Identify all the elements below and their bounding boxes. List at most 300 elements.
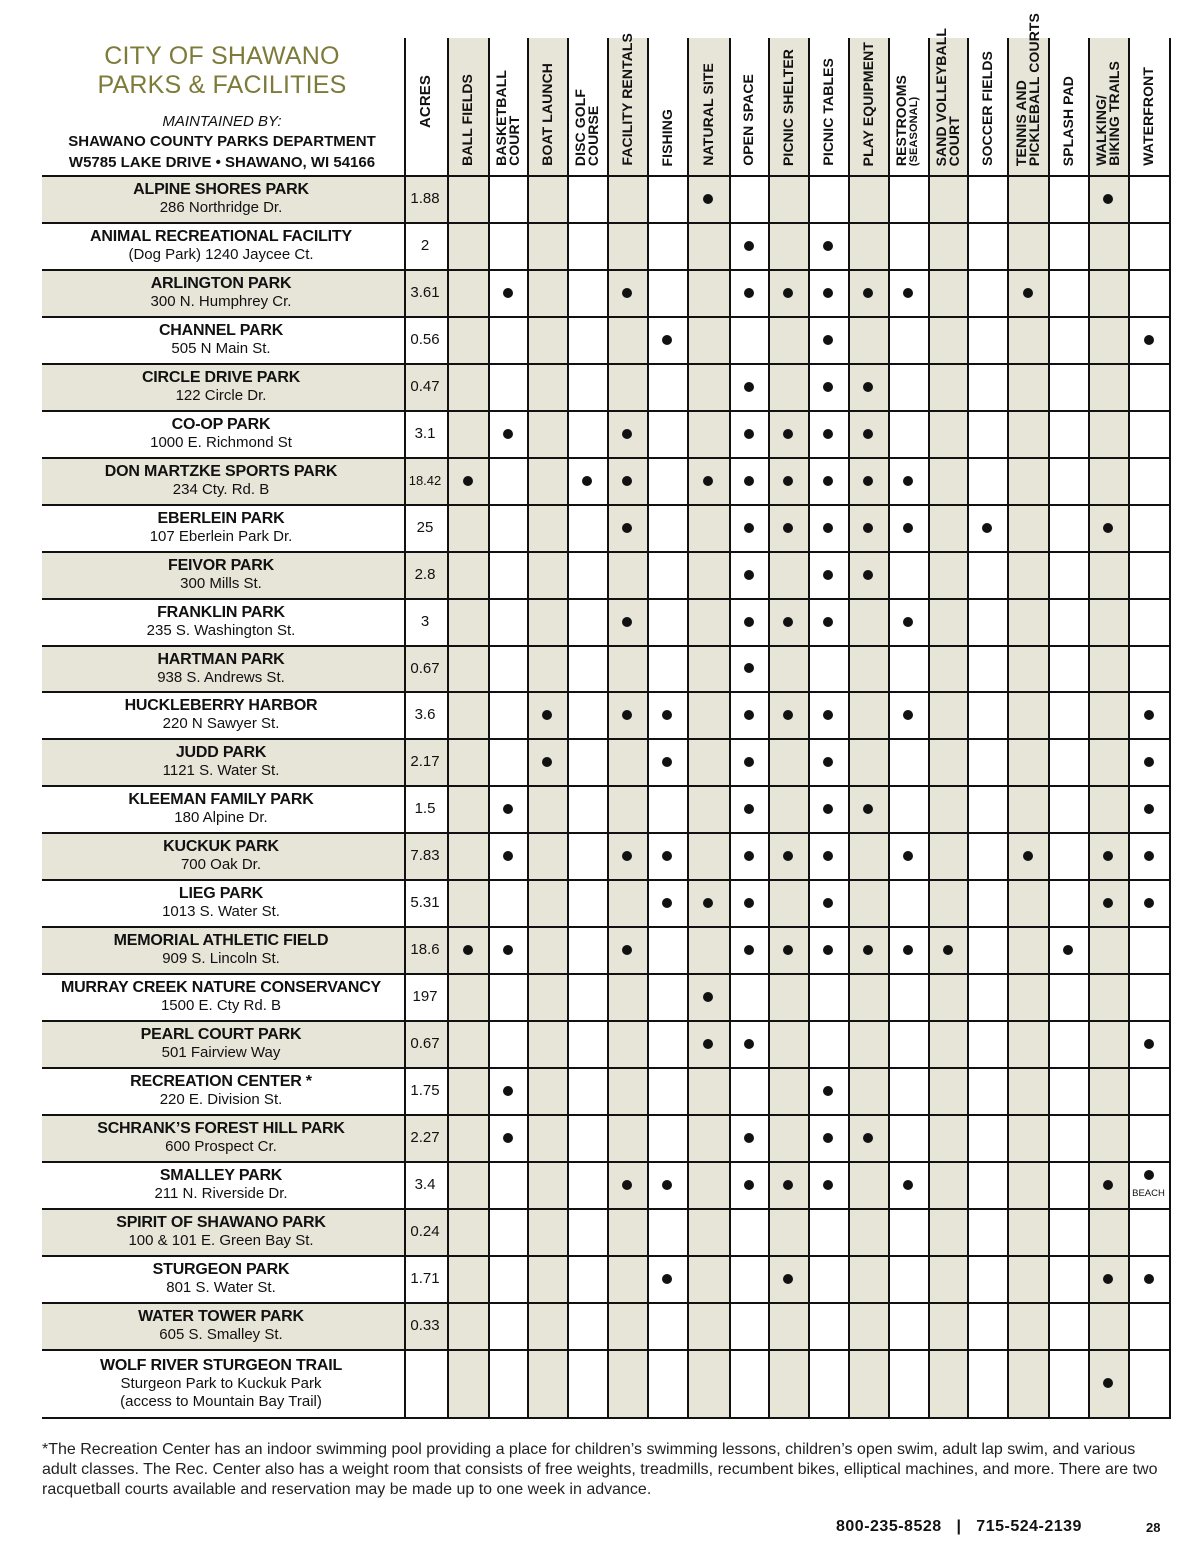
amenity-dot-picnic_tables (823, 429, 833, 439)
amenity-dot-boat_launch (542, 710, 552, 720)
park-name: MEMORIAL ATHLETIC FIELD (113, 932, 329, 949)
park-row-name (42, 175, 400, 222)
column-divider (967, 38, 969, 1417)
park-address: 1500 E. Cty Rd. B (160, 997, 282, 1014)
column-divider (768, 38, 770, 1417)
column-divider (1048, 38, 1050, 1417)
amenity-dot-picnic_shelter (783, 617, 793, 627)
column-shade (928, 38, 967, 1417)
park-row-name (42, 691, 400, 738)
amenity-dot-ball_fields (463, 476, 473, 486)
park-name: CHANNEL PARK (158, 322, 284, 339)
column-divider (607, 38, 609, 1417)
amenity-dot-picnic_tables (823, 476, 833, 486)
amenity-dot-picnic_shelter (783, 288, 793, 298)
column-header-label (538, 63, 555, 166)
amenity-dot-picnic_tables (823, 1180, 833, 1190)
park-acres: 197 (412, 988, 438, 1005)
amenity-dot-facility_rentals (622, 617, 632, 627)
column-header-line: FACILITY RENTALS (618, 33, 635, 166)
amenity-dot-splash_pad (1063, 945, 1073, 955)
amenity-dot-picnic_shelter (783, 476, 793, 486)
amenity-dot-restrooms (903, 710, 913, 720)
park-address: 600 Prospect Cr. (165, 1138, 277, 1155)
column-header-sand_volleyball (928, 27, 967, 172)
park-name: MURRAY CREEK NATURE CONSERVANCY (60, 979, 382, 996)
park-row-name (42, 316, 400, 363)
park-acres: 3 (420, 613, 430, 630)
column-header-play_equipment (848, 38, 888, 172)
column-shade (607, 38, 647, 1417)
amenity-dot-basketball (503, 1086, 513, 1096)
amenity-dot-picnic_shelter (783, 429, 793, 439)
park-name: ARLINGTON PARK (150, 275, 292, 292)
amenity-dot-play_equipment (863, 476, 873, 486)
column-header-label (978, 51, 995, 166)
amenity-dot-open_space (744, 288, 754, 298)
park-row-name (42, 785, 400, 832)
column-header-label (699, 63, 716, 166)
column-header-line: DISC GOLF (572, 88, 588, 166)
park-row-name (42, 551, 400, 598)
amenity-dot-facility_rentals (622, 476, 632, 486)
amenity-dot-waterfront (1144, 1274, 1154, 1284)
amenity-dot-basketball (503, 945, 513, 955)
amenity-dot-walking (1103, 898, 1113, 908)
amenity-dot-play_equipment (863, 570, 873, 580)
column-header-label (618, 33, 635, 166)
park-acres: 0.24 (410, 1223, 440, 1240)
column-header-tennis (1007, 12, 1048, 172)
column-header-label (895, 75, 921, 166)
amenity-dot-open_space (744, 1039, 754, 1049)
amenity-dot-picnic_tables (823, 710, 833, 720)
amenity-dot-ball_fields (463, 945, 473, 955)
park-acres: 0.67 (410, 1035, 440, 1052)
park-address: 180 Alpine Dr. (174, 809, 268, 826)
column-header-waterfront (1128, 38, 1169, 172)
amenity-dot-waterfront (1144, 757, 1154, 767)
park-acres: 0.56 (410, 331, 440, 348)
amenity-dot-open_space (744, 476, 754, 486)
amenity-dot-fishing (662, 851, 672, 861)
amenity-dot-restrooms (903, 476, 913, 486)
amenity-dot-picnic_shelter (783, 851, 793, 861)
park-address: (Dog Park) 1240 Jaycee Ct. (128, 246, 314, 263)
park-address: 938 S. Andrews St. (157, 668, 285, 686)
amenity-dot-restrooms (903, 617, 913, 627)
amenity-dot-play_equipment (863, 804, 873, 814)
amenity-dot-picnic_tables (823, 851, 833, 861)
park-address: 909 S. Lincoln St. (162, 950, 280, 967)
park-row-name (42, 1114, 400, 1161)
park-address: 501 Fairview Way (161, 1044, 281, 1061)
park-acres: 3.4 (414, 1176, 436, 1193)
column-header-label (779, 48, 796, 166)
park-acres: 0.67 (410, 659, 440, 677)
column-header-line: BOAT LAUNCH (538, 63, 555, 166)
column-header-acres (404, 38, 447, 172)
column-divider (567, 38, 569, 1417)
amenity-dot-picnic_shelter (783, 1180, 793, 1190)
park-acres: 7.83 (410, 847, 440, 864)
park-address: 300 N. Humphrey Cr. (150, 293, 292, 310)
amenity-dot-natural_site (703, 476, 713, 486)
park-acres: 3.6 (414, 706, 436, 723)
park-name: WATER TOWER PARK (138, 1308, 304, 1325)
park-row-name (42, 879, 400, 926)
column-divider (1007, 38, 1009, 1417)
page-title-line1: CITY OF SHAWANO (104, 42, 340, 70)
column-header-label (658, 108, 675, 166)
column-divider (808, 38, 810, 1417)
column-header-line: FISHING (658, 108, 675, 166)
column-divider (848, 38, 850, 1417)
column-header-label (859, 41, 876, 166)
column-divider (729, 38, 731, 1417)
park-acres: 2.8 (414, 566, 436, 583)
amenity-dot-facility_rentals (622, 1180, 632, 1190)
maintainer-address: W5785 LAKE DRIVE • SHAWANO, WI 54166 (68, 154, 376, 171)
column-header-line: OPEN SPACE (740, 74, 756, 166)
amenity-dot-picnic_tables (823, 945, 833, 955)
park-name: KLEEMAN FAMILY PARK (128, 791, 314, 808)
amenity-dot-facility_rentals (622, 945, 632, 955)
column-shade (527, 38, 567, 1417)
park-address: 1121 S. Water St. (162, 762, 280, 779)
amenity-dot-waterfront (1144, 1039, 1154, 1049)
amenity-dot-basketball (503, 851, 513, 861)
park-row-name (42, 598, 400, 645)
column-header-line: COURT (505, 115, 522, 166)
amenity-dot-open_space (744, 1180, 754, 1190)
amenity-dot-walking (1103, 194, 1113, 204)
amenity-dot-soccer (982, 523, 992, 533)
amenity-dot-facility_rentals (622, 523, 632, 533)
park-name: STURGEON PARK (152, 1261, 290, 1278)
park-address: 300 Mills St. (180, 575, 262, 592)
amenity-dot-waterfront (1144, 710, 1154, 720)
column-shade (687, 38, 729, 1417)
park-name: JUDD PARK (175, 744, 267, 761)
park-row-name (42, 222, 400, 269)
column-header-picnic_shelter (768, 38, 808, 172)
column-header-picnic_tables (808, 38, 848, 172)
park-name: FRANKLIN PARK (157, 604, 285, 621)
amenity-dot-picnic_tables (823, 757, 833, 767)
park-row-name (42, 410, 400, 457)
park-address: 700 Oak Dr. (180, 856, 262, 873)
amenity-dot-walking (1103, 523, 1113, 533)
column-header-line: PLAY EQUIPMENT (859, 41, 876, 166)
park-row-name (42, 1161, 400, 1208)
park-row-name (42, 926, 400, 973)
park-acres (404, 1349, 446, 1417)
park-acres: 0.33 (410, 1317, 440, 1334)
column-header-line: BALL FIELDS (459, 74, 475, 166)
amenity-dot-picnic_tables (823, 804, 833, 814)
column-header-line: COURT (945, 115, 962, 166)
column-divider (1088, 38, 1090, 1417)
amenity-dot-picnic_tables (823, 523, 833, 533)
amenity-dot-picnic_shelter (783, 1274, 793, 1284)
park-address: 220 N Sawyer St. (162, 715, 280, 732)
row-divider (42, 1417, 1171, 1419)
column-divider (647, 38, 649, 1417)
park-row-name (42, 645, 400, 691)
column-header-basketball (488, 38, 527, 172)
column-shade (1007, 38, 1048, 1417)
park-name: WOLF RIVER STURGEON TRAIL (99, 1356, 343, 1374)
column-header-line: RESTROOMS (893, 74, 909, 166)
park-row-name (42, 363, 400, 410)
park-name: CO-OP PARK (171, 416, 271, 433)
park-row-name (42, 1302, 400, 1349)
column-divider (527, 38, 529, 1417)
amenity-dot-natural_site (703, 898, 713, 908)
park-acres: 2.17 (410, 753, 440, 770)
column-header-label (932, 27, 962, 166)
park-row-name (42, 1349, 400, 1417)
column-header-line: WATERFRONT (1140, 67, 1156, 166)
amenity-dot-walking (1103, 851, 1113, 861)
amenity-dot-picnic_tables (823, 617, 833, 627)
park-name: SCHRANK’S FOREST HILL PARK (97, 1120, 345, 1137)
amenity-dot-play_equipment (863, 1133, 873, 1143)
park-address: 505 N Main St. (171, 340, 271, 357)
park-acres: 3.1 (414, 425, 436, 442)
amenity-dot-open_space (744, 241, 754, 251)
column-header-line: BIKING TRAILS (1106, 61, 1122, 166)
amenity-dot-tennis (1023, 288, 1033, 298)
column-divider (1169, 38, 1171, 1417)
park-address: 801 S. Water St. (166, 1279, 276, 1296)
park-address: 211 N. Riverside Dr. (154, 1185, 288, 1202)
park-name: PEARL COURT PARK (140, 1026, 302, 1043)
amenity-dot-play_equipment (863, 523, 873, 533)
amenity-dot-picnic_shelter (783, 945, 793, 955)
column-header-ball_fields (447, 38, 488, 172)
park-row-name (42, 457, 400, 504)
column-header-label (419, 75, 432, 128)
park-address: Sturgeon Park to Kuckuk Park (120, 1374, 322, 1392)
park-row-name (42, 1067, 400, 1114)
amenity-dot-restrooms (903, 945, 913, 955)
column-divider (687, 38, 689, 1417)
maintainer-department: SHAWANO COUNTY PARKS DEPARTMENT (68, 133, 376, 150)
amenity-dot-natural_site (703, 992, 713, 1002)
amenity-dot-open_space (744, 617, 754, 627)
amenity-dot-natural_site (703, 1039, 713, 1049)
column-header-subtext: (SEASONAL) (908, 96, 920, 166)
park-address: 100 & 101 E. Green Bay St. (128, 1232, 314, 1249)
amenity-dot-walking (1103, 1274, 1113, 1284)
amenity-dot-basketball (503, 429, 513, 439)
amenity-dot-open_space (744, 523, 754, 533)
park-acres: 1.71 (410, 1270, 440, 1287)
amenity-dot-picnic_tables (823, 1086, 833, 1096)
column-shade (848, 38, 888, 1417)
park-address: (access to Mountain Bay Trail) (120, 1392, 322, 1410)
amenity-dot-open_space (744, 570, 754, 580)
amenity-dot-restrooms (903, 1180, 913, 1190)
amenity-dot-waterfront (1144, 898, 1154, 908)
amenity-dot-walking (1103, 1378, 1113, 1388)
park-name: EBERLEIN PARK (157, 510, 285, 527)
park-address: 220 E. Division St. (159, 1091, 283, 1108)
column-header-disc_golf (567, 38, 607, 172)
maintained-by-label: MAINTAINED BY: (162, 113, 282, 130)
park-name: HARTMAN PARK (157, 650, 285, 668)
amenity-dot-waterfront (1144, 804, 1154, 814)
column-header-label (742, 74, 755, 166)
amenity-dot-facility_rentals (622, 429, 632, 439)
amenity-dot-open_space (744, 945, 754, 955)
amenity-dot-facility_rentals (622, 851, 632, 861)
amenity-dot-play_equipment (863, 429, 873, 439)
column-header-label (461, 74, 474, 166)
park-name: CIRCLE DRIVE PARK (141, 369, 301, 386)
amenity-dot-walking (1103, 1180, 1113, 1190)
park-acres: 2 (420, 237, 430, 254)
park-acres: 25 (416, 519, 434, 536)
footnote: *The Recreation Center has an indoor swimming pool providing a place for children’s swimming lessons, children’s open swim, adult lap swim, and various adult classes. The Rec. Center also has a weight room that consists of free weights, treadmills, recumbent bikes, elliptical machines, and more. There are two racquetball courts available and reservation may be made up to one week in advance. (42, 1441, 1158, 1498)
park-address: 235 S. Washington St. (146, 622, 296, 639)
park-address: 1013 S. Water St. (162, 903, 280, 920)
column-header-line: TENNIS AND (1012, 79, 1029, 166)
park-acres: 18.42 (408, 473, 442, 488)
amenity-dot-waterfront (1144, 1170, 1154, 1180)
park-row-name (42, 269, 400, 316)
column-divider (888, 38, 890, 1417)
page-title-line2: PARKS & FACILITIES (97, 71, 347, 99)
amenity-dot-fishing (662, 710, 672, 720)
park-acres: 0.47 (410, 378, 440, 395)
column-divider (447, 38, 449, 1417)
column-header-line: COURSE (585, 105, 601, 166)
park-address: 286 Northridge Dr. (159, 199, 283, 216)
column-header-boat_launch (527, 38, 567, 172)
park-address: 605 S. Smalley St. (159, 1326, 283, 1343)
amenity-dot-tennis (1023, 851, 1033, 861)
park-row-name (42, 973, 400, 1020)
amenity-dot-fishing (662, 1274, 672, 1284)
amenity-dot-open_space (744, 663, 754, 673)
column-shade (447, 38, 488, 1417)
amenity-dot-picnic_shelter (783, 710, 793, 720)
amenity-dot-picnic_tables (823, 898, 833, 908)
amenity-dot-open_space (744, 757, 754, 767)
column-divider (488, 38, 490, 1417)
column-divider (1128, 38, 1130, 1417)
amenity-dot-open_space (744, 1133, 754, 1143)
column-header-line: SAND VOLLEYBALL (932, 27, 949, 166)
park-address: 1000 E. Richmond St (150, 434, 292, 451)
amenity-dot-fishing (662, 1180, 672, 1190)
footer-phone-numbers: 800-235-8528 | 715-524-2139 (836, 1518, 1082, 1535)
amenity-dot-play_equipment (863, 288, 873, 298)
page-number: 28 (1146, 1520, 1161, 1535)
park-acres: 1.75 (410, 1082, 440, 1099)
column-header-restrooms (888, 38, 928, 172)
amenity-dot-sand_volleyball (943, 945, 953, 955)
amenity-dot-open_space (744, 804, 754, 814)
park-acres: 1.5 (414, 800, 436, 817)
column-shade (768, 38, 808, 1417)
amenity-dot-picnic_tables (823, 1133, 833, 1143)
park-name: DON MARTZKE SPORTS PARK (104, 463, 338, 480)
park-name: LIEG PARK (178, 885, 264, 902)
beach-note: BEACH (1132, 1188, 1165, 1199)
park-acres: 2.27 (410, 1129, 440, 1146)
column-shade (1088, 38, 1128, 1417)
park-row-name (42, 832, 400, 879)
amenity-dot-open_space (744, 710, 754, 720)
column-header-line: NATURAL SITE (699, 63, 716, 166)
amenity-dot-facility_rentals (622, 710, 632, 720)
column-header-label (1142, 67, 1155, 166)
amenity-dot-picnic_tables (823, 382, 833, 392)
park-row-name (42, 1020, 400, 1067)
column-header-line: PICNIC SHELTER (779, 48, 796, 166)
park-row-name (42, 504, 400, 551)
park-address: 122 Circle Dr. (175, 387, 267, 404)
column-header-line: SOCCER FIELDS (978, 51, 995, 166)
column-header-label (819, 58, 836, 166)
column-header-walking (1088, 38, 1128, 172)
column-header-label (492, 70, 522, 166)
amenity-dot-basketball (503, 804, 513, 814)
amenity-dot-picnic_tables (823, 335, 833, 345)
column-header-label (1012, 12, 1042, 166)
column-header-line: ACRES (417, 74, 434, 128)
column-header-soccer (967, 38, 1007, 172)
amenity-dot-restrooms (903, 523, 913, 533)
park-name: HUCKLEBERRY HARBOR (124, 697, 318, 714)
park-acres: 3.61 (410, 284, 440, 301)
amenity-dot-picnic_shelter (783, 523, 793, 533)
park-acres: 18.6 (410, 941, 440, 958)
column-header-line: PICNIC TABLES (819, 58, 836, 166)
column-header-line: SPLASH PAD (1059, 75, 1076, 166)
amenity-dot-open_space (744, 851, 754, 861)
park-acres: 1.88 (410, 190, 440, 207)
amenity-dot-open_space (744, 898, 754, 908)
amenity-dot-restrooms (903, 851, 913, 861)
amenity-dot-disc_golf (582, 476, 592, 486)
amenity-dot-fishing (662, 898, 672, 908)
amenity-dot-facility_rentals (622, 288, 632, 298)
amenity-dot-picnic_tables (823, 288, 833, 298)
amenity-dot-open_space (744, 429, 754, 439)
park-name: KUCKUK PARK (163, 838, 279, 855)
park-name: ANIMAL RECREATIONAL FACILITY (90, 228, 352, 245)
amenity-dot-restrooms (903, 288, 913, 298)
amenity-dot-play_equipment (863, 382, 873, 392)
amenity-dot-picnic_tables (823, 241, 833, 251)
amenity-dot-waterfront (1144, 335, 1154, 345)
park-name: FEIVOR PARK (168, 557, 274, 574)
park-row-name (42, 1255, 400, 1302)
column-header-label (574, 89, 600, 166)
park-row-name (42, 1208, 400, 1255)
column-header-line: PICKLEBALL COURTS (1025, 12, 1042, 166)
park-acres: 5.31 (410, 894, 440, 911)
column-divider (928, 38, 930, 1417)
column-header-natural_site (687, 38, 729, 172)
column-header-line: WALKING/ (1093, 95, 1109, 166)
amenity-dot-play_equipment (863, 945, 873, 955)
